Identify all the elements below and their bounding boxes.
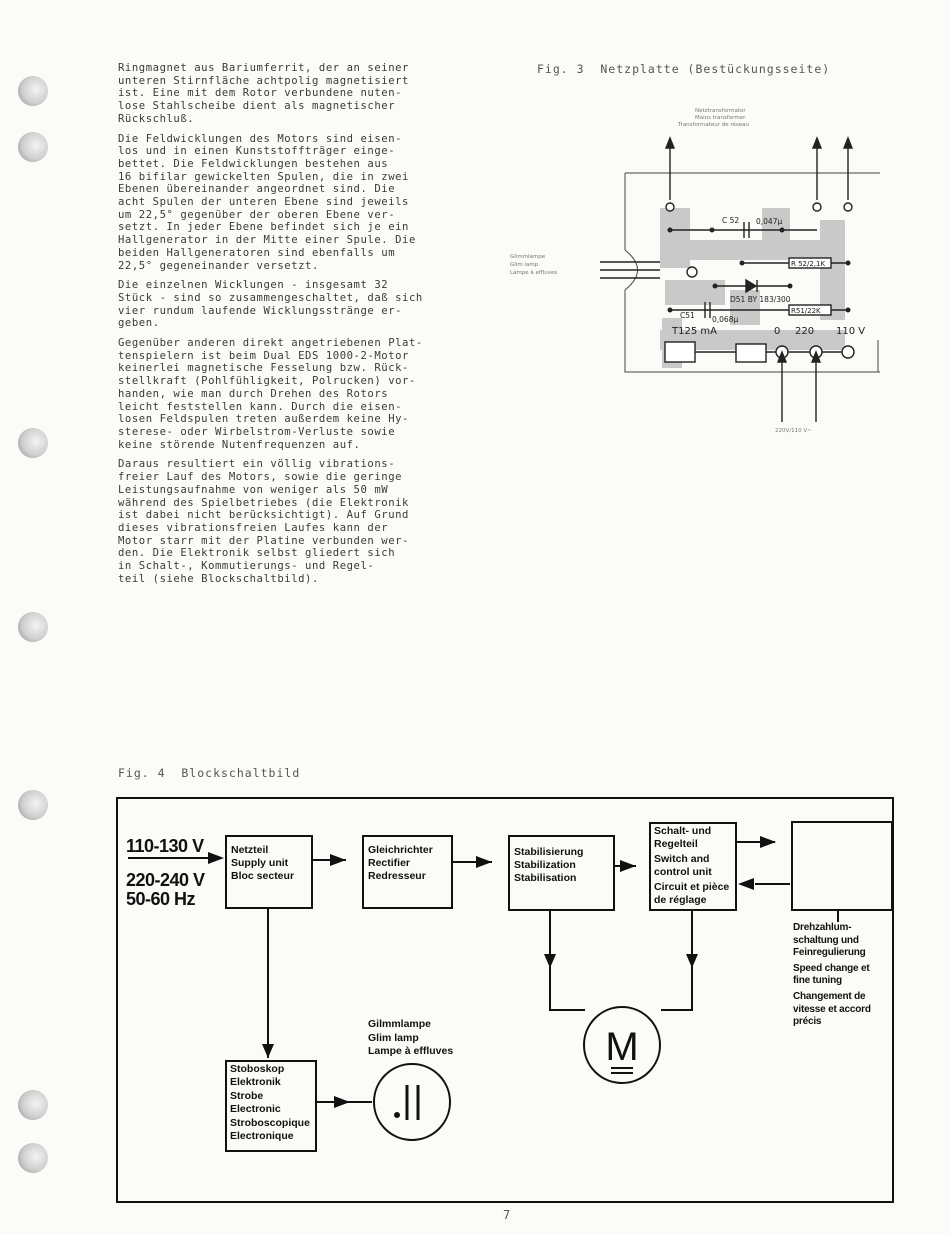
block-label: Gleichrichter	[368, 844, 433, 856]
label-line: fine tuning	[793, 975, 842, 987]
block-supply-unit	[225, 835, 313, 909]
label-line: Gilmmlampe	[368, 1018, 432, 1030]
r51-label: R51/22K	[791, 307, 821, 315]
label-line: Feinregulierung	[793, 947, 866, 959]
block-label: Stabilization	[514, 859, 576, 871]
transformer-label: Transformateur de réseau	[678, 122, 750, 128]
label-line: Drehzahlum-	[793, 922, 852, 933]
label-line: vitesse et accord	[793, 1003, 871, 1015]
block-label: Redresseur	[368, 870, 426, 882]
transformer-label: Mains transformer	[695, 115, 746, 121]
block-label: Netzteil	[231, 844, 269, 856]
speed-change-label	[793, 922, 871, 1029]
label-line: schaltung und	[793, 934, 859, 946]
block-label: Schalt- und	[654, 825, 712, 837]
lamp-label: Lampe à effluves	[510, 270, 558, 276]
terminal-0-label: 0	[774, 326, 781, 337]
paragraph: Ringmagnet aus Bariumferrit, der an seiner unteren Stirnfläche achtpolig magnetisiert ist. Eine mit dem Rotor verbundene nuten- lose Stahlscheibe dient als magnetischer Rückschluß.	[118, 62, 409, 125]
block-label: Supply unit	[231, 857, 289, 869]
fuse-label: T125 mA	[672, 326, 717, 337]
block-control-unit	[649, 822, 737, 911]
label-line: précis	[793, 1016, 822, 1028]
paragraph: Die einzelnen Wicklungen - insgesamt 32 Stück - sind so zusammengeschaltet, daß sich vier rundum laufende Wicklungsstränge er- geben.	[118, 279, 423, 330]
block-label: Strobe	[230, 1090, 264, 1102]
block-label: Stoboskop	[230, 1063, 285, 1075]
block-label: Rectifier	[368, 857, 411, 869]
terminal-220-label: 220	[795, 326, 815, 337]
motor-symbol: M	[605, 1025, 639, 1069]
input-voltage-2: 220-240 V	[126, 870, 205, 890]
input-frequency: 50-60 Hz	[126, 889, 196, 909]
paragraph: Die Feldwicklungen des Motors sind eisen- los und in einen Kunststoffträger einge- bettet. Die Feldwicklungen bestehen aus 16 bifilar gewickelten Spulen, die in zwei Ebenen übereinander angeordnet sind. Die acht Spulen der unteren Ebene sind jeweils um 22,5° gegenüber der oberen Ebene ver- setzt. In jeder Ebene befindet sich je ein Hallgenerator in der Mitte einer Spule. Die beiden Hallgeneratoren sind ebenfalls um 22,5° gegeneinander versetzt.	[118, 132, 416, 272]
block-stabilization	[508, 835, 615, 911]
fig4-caption: Fig. 4 Blockschaltbild	[118, 766, 301, 780]
c51-value: 0,068μ	[712, 315, 739, 324]
block-label: Stroboscopique	[230, 1117, 310, 1129]
label-line: Glim lamp	[368, 1031, 419, 1044]
input-voltage-1: 110-130 V	[126, 836, 204, 856]
block-label: Stabilisation	[514, 872, 577, 884]
label-line: Changement de	[793, 990, 866, 1002]
block-label: de réglage	[654, 893, 707, 906]
block-label: Electronique	[230, 1129, 294, 1142]
block-label: Regelteil	[654, 837, 698, 850]
mains-label: 220V/110 V~	[775, 428, 812, 434]
block-label: Stabilisierung	[514, 846, 584, 858]
terminal-110-label: 110 V	[836, 326, 866, 337]
block-label: Electronic	[230, 1102, 281, 1115]
c51-label: C51	[680, 311, 695, 320]
r52-label: R 52/2,1K	[791, 260, 826, 268]
d51-label: D51 BY 183/300	[730, 295, 791, 304]
lamp-label: Glimmlampe	[510, 254, 546, 260]
block-strobe-electronic	[225, 1060, 317, 1152]
label-line: Speed change et	[793, 962, 870, 974]
page-number: 7	[503, 1208, 511, 1222]
block-label: Circuit et pièce	[654, 881, 730, 893]
block-rectifier	[362, 835, 453, 909]
glim-lamp-label	[368, 1018, 453, 1059]
c52-value: 0,047μ	[756, 217, 783, 226]
transformer-label: Netztransformator	[695, 108, 746, 114]
lamp-label: Glim lamp	[510, 262, 539, 268]
paragraph: Daraus resultiert ein völlig vibrations- freier Lauf des Motors, sowie die geringe Leistungsaufnahme von weniger als 50 mW während des Spielbetriebes (die Elektronik ist dabei nicht berücksichtigt). Auf Grund dieses vibrationsfreien Laufes kann der Motor starr mit der Platine verbunden wer- den. Die Elektronik selbst gliedert sich in Schalt-, Kommutierungs- und Regel- teil (siehe Blockschaltbild).	[118, 458, 409, 585]
block-label: control unit	[654, 865, 712, 878]
c52-label: C 52	[722, 216, 740, 225]
paragraph: Gegenüber anderen direkt angetriebenen Plat- tenspielern ist beim Dual EDS 1000-2-Motor keinerlei magnetische Fesselung bzw. Rück- stellkraft (Pohlfühligkeit, Polrucken) vor- handen, wie man durch Drehen des Rotors leicht feststellen kann. Durch die eisen- losen Feldspulen treten außerdem keine Hy- sterese- oder Wirbelstrom-Verluste sowie keine störende Nutenfrequenzen auf.	[118, 337, 423, 451]
block-label: Elektronik	[230, 1075, 281, 1088]
fig3-caption: Fig. 3 Netzplatte (Bestückungsseite)	[537, 62, 831, 76]
label-line: Lampe à effluves	[368, 1045, 454, 1057]
block-label: Switch and	[654, 853, 710, 865]
block-label: Bloc secteur	[231, 870, 295, 882]
